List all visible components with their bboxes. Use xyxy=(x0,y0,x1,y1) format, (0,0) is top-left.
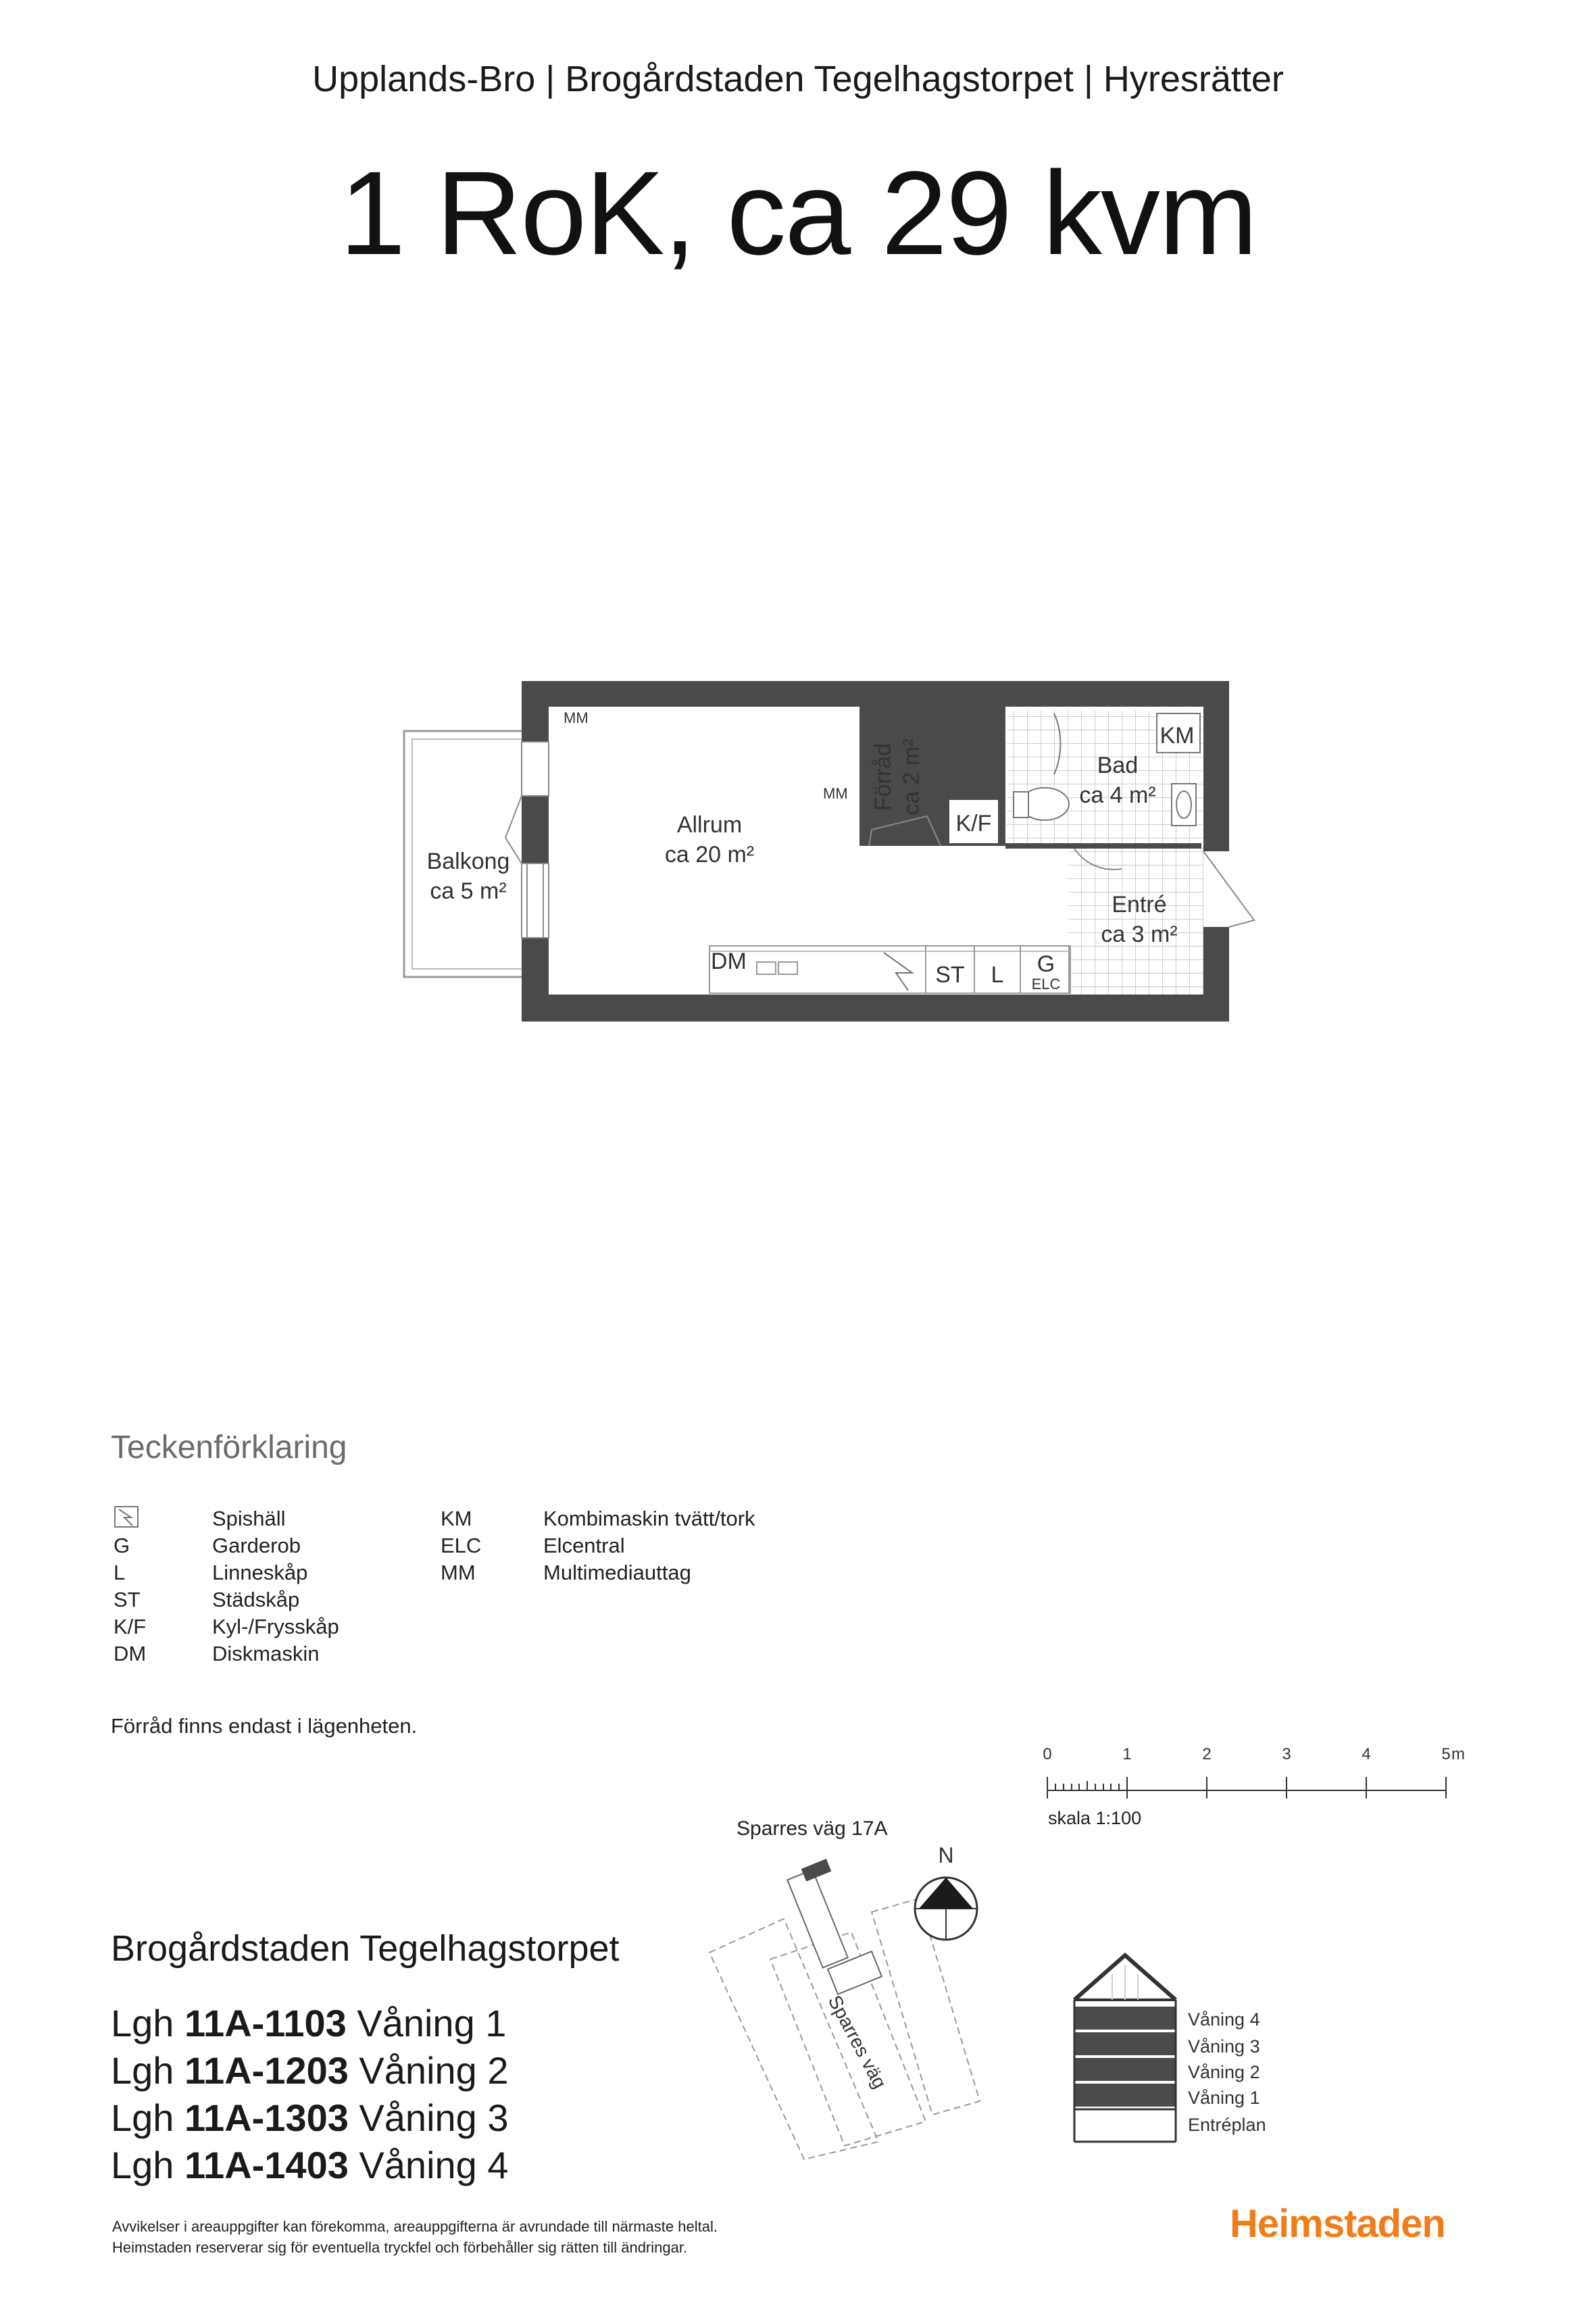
mm-mid-label: MM xyxy=(823,785,848,802)
unit-row xyxy=(111,2047,509,2094)
scale-unit: m xyxy=(1451,1745,1465,1763)
unit-prefix: Lgh xyxy=(111,2049,184,2092)
sink-icon xyxy=(1172,784,1196,826)
unit-id: 11A-1303 xyxy=(184,2096,349,2139)
km-label: KM xyxy=(1159,723,1195,749)
brand-logo: Heimstaden xyxy=(1230,2202,1445,2246)
legend-label: Kyl-/Frysskåp xyxy=(212,1615,339,1638)
legend-label: Diskmaskin xyxy=(212,1642,320,1665)
legend-label: Spishäll xyxy=(212,1507,286,1530)
entrance-area: ca 3 m² xyxy=(1101,922,1178,947)
bath-name: Bad xyxy=(1097,753,1139,778)
north-arrow-icon xyxy=(905,1841,987,1949)
legend-code: ST xyxy=(114,1588,141,1611)
entrance-floor xyxy=(1068,846,1203,995)
north-label: N xyxy=(938,1843,954,1867)
legend-label: Multimediauttag xyxy=(543,1561,691,1584)
unit-id: 11A-1203 xyxy=(184,2049,349,2092)
scale-tick-label: 1 xyxy=(1122,1745,1132,1763)
scale-tick-label: 2 xyxy=(1202,1745,1212,1763)
legend-code: ELC xyxy=(441,1534,482,1557)
page-title: 1 RoK, ca 29 kvm xyxy=(339,147,1257,280)
bath-area: ca 4 m² xyxy=(1079,782,1156,808)
building-section xyxy=(1054,1946,1338,2162)
legend-code: K/F xyxy=(114,1615,147,1638)
entrance-name: Entré xyxy=(1112,892,1167,917)
g-label: G xyxy=(1037,951,1055,977)
unit-prefix: Lgh xyxy=(111,2002,184,2044)
unit-prefix: Lgh xyxy=(111,2096,184,2139)
floor-label: Våning 1 xyxy=(1188,2088,1260,2108)
elc-label: ELC xyxy=(1031,976,1061,992)
storage-wall-left xyxy=(859,707,869,846)
balcony-area: ca 5 m² xyxy=(430,878,507,904)
bath-wall-bottom xyxy=(1005,843,1201,849)
unit-floor: Våning 1 xyxy=(346,2002,507,2044)
floor-label: Våning 2 xyxy=(1188,2062,1260,2082)
location-subtitle: Upplands-Bro | Brogårdstaden Tegelhagstorpet | Hyresrätter xyxy=(312,59,1284,99)
floor-label: Våning 4 xyxy=(1188,2009,1260,2030)
dm-label: DM xyxy=(711,949,747,974)
legend-label: Linneskåp xyxy=(212,1561,308,1584)
unit-id: 11A-1103 xyxy=(184,2002,347,2044)
unit-row xyxy=(111,2142,509,2189)
unit-floor: Våning 3 xyxy=(348,2096,509,2139)
balcony-name: Balkong xyxy=(426,849,510,874)
legend-code: MM xyxy=(441,1561,476,1584)
living-room-area: ca 20 m² xyxy=(664,842,755,867)
disclaimer-line: Heimstaden reserverar sig för eventuella tryckfel och förbehåller sig rätten till ändringar. xyxy=(112,2239,688,2256)
l-label: L xyxy=(991,962,1004,988)
scale-bar xyxy=(1034,1743,1493,1804)
scale-tick-label: 0 xyxy=(1043,1745,1052,1763)
legend-label: Städskåp xyxy=(212,1588,300,1611)
scale-tick-label: 5 xyxy=(1441,1745,1451,1763)
storage-note: Förråd finns endast i lägenheten. xyxy=(111,1714,418,1738)
st-label: ST xyxy=(935,962,965,988)
project-name: Brogårdstaden Tegelhagstorpet xyxy=(111,1928,620,1969)
scale-label: skala 1:100 xyxy=(1048,1808,1142,1828)
legend-code: DM xyxy=(114,1642,147,1665)
unit-floor: Våning 4 xyxy=(348,2144,509,2186)
street-name: Sparres väg xyxy=(824,1992,891,2092)
unit-list xyxy=(111,2000,509,2189)
storage-area: ca 2 m² xyxy=(899,738,924,815)
legend-code: KM xyxy=(441,1507,472,1530)
storage-name: Förråd xyxy=(870,743,896,811)
legend-code: G xyxy=(114,1534,130,1557)
unit-row xyxy=(111,2094,509,2142)
scale-tick-label: 4 xyxy=(1362,1745,1371,1763)
unit-id: 11A-1403 xyxy=(184,2144,349,2186)
legend-label: Elcentral xyxy=(543,1534,625,1557)
disclaimer xyxy=(112,2216,718,2258)
living-room-name: Allrum xyxy=(676,812,743,838)
legend-label: Kombimaskin tvätt/tork xyxy=(543,1507,755,1530)
floor-plan xyxy=(0,0,1596,1081)
legend-code: L xyxy=(114,1561,126,1584)
mm-top-label: MM xyxy=(564,709,589,726)
scale-tick-label: 3 xyxy=(1282,1745,1291,1763)
legend-label: Garderob xyxy=(212,1534,301,1557)
floor-label: Entréplan xyxy=(1188,2115,1266,2135)
toilet-icon xyxy=(1014,788,1069,820)
unit-prefix: Lgh xyxy=(111,2144,184,2186)
floor-label: Våning 3 xyxy=(1188,2036,1260,2057)
address-label: Sparres väg 17A xyxy=(737,1817,888,1840)
kf-label: K/F xyxy=(955,811,992,836)
unit-floor: Våning 2 xyxy=(348,2049,509,2092)
kitchen-counter xyxy=(709,946,1070,993)
unit-row xyxy=(111,2000,509,2047)
disclaimer-line: Avvikelser i areauppgifter kan förekomma, areauppgifterna är avrundade till närmaste heltal. xyxy=(112,2218,718,2235)
legend-title: Teckenförklaring xyxy=(111,1430,347,1465)
